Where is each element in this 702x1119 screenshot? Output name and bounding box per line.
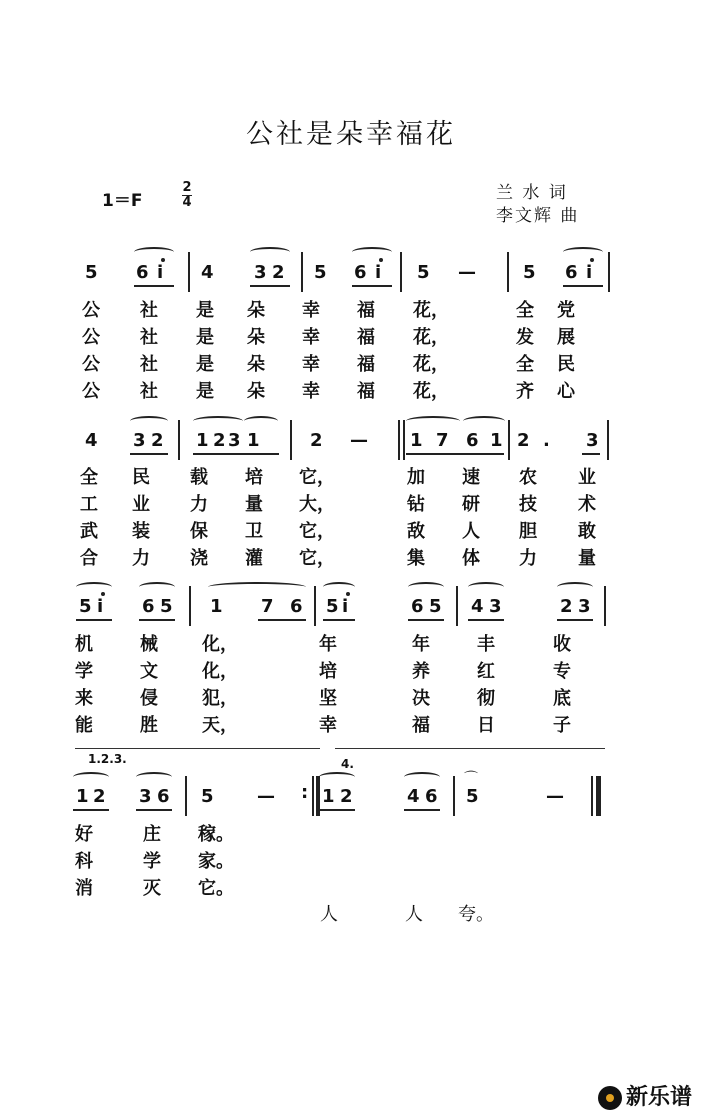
slur <box>136 772 172 782</box>
lyric: 发 <box>516 327 534 348</box>
note: 6 <box>142 596 155 617</box>
slur <box>250 247 290 257</box>
bar-line <box>403 420 405 460</box>
lyric: 夸。 <box>458 904 494 925</box>
lyric: 来 <box>75 688 93 709</box>
song-title: 公社是朵幸福花 <box>246 119 456 150</box>
beam-line <box>352 285 392 287</box>
lyric: 化， <box>202 661 238 682</box>
lyric: 年 <box>319 634 337 655</box>
lyric: 学 <box>75 661 93 682</box>
slur <box>468 582 504 592</box>
note: 2 <box>272 262 285 283</box>
lyric: 幸 <box>302 327 320 348</box>
lyric: 犯， <box>202 688 238 709</box>
note: 1 <box>76 786 89 807</box>
note: 5 <box>466 786 479 807</box>
second-ending-label: 4. <box>341 757 354 771</box>
beam-line <box>139 619 175 621</box>
lyric: 它， <box>299 521 335 542</box>
beam-line <box>76 619 112 621</box>
note: 5 <box>523 262 536 283</box>
note: 1 <box>210 596 223 617</box>
lyric: 载 <box>190 467 208 488</box>
note: 3 <box>254 262 267 283</box>
lyric: 福 <box>357 327 375 348</box>
note: 6 <box>290 596 303 617</box>
lyric: 人 <box>462 521 480 542</box>
lyric: 全 <box>516 300 534 321</box>
note: 1 <box>490 430 503 451</box>
lyric: 年 <box>412 634 430 655</box>
note: 5 <box>79 596 92 617</box>
lyric: 集 <box>407 548 425 569</box>
lyric: 社 <box>140 327 158 348</box>
lyric: 力 <box>132 548 150 569</box>
lyric: 力 <box>190 494 208 515</box>
note: 6 <box>466 430 479 451</box>
bar-line <box>290 420 292 460</box>
lyric: 钻 <box>407 494 425 515</box>
lyric: 业 <box>578 467 596 488</box>
beam-line <box>193 453 279 455</box>
lyric: 浇 <box>190 548 208 569</box>
lyric: 朵 <box>247 381 265 402</box>
lyric: 文 <box>140 661 158 682</box>
note: 5 <box>85 262 98 283</box>
note: 4 <box>471 596 484 617</box>
note: 4 <box>407 786 420 807</box>
lyric: 是 <box>196 354 214 375</box>
repeat-bar-thin <box>312 776 314 816</box>
note: 4 <box>85 430 98 451</box>
lyric: 人 <box>405 904 423 925</box>
slur <box>76 582 112 592</box>
lyric: 福 <box>357 354 375 375</box>
note: 5 <box>417 262 430 283</box>
lyric: 全 <box>516 354 534 375</box>
note: 6 <box>354 262 367 283</box>
slur <box>463 416 505 426</box>
lyric: 朵 <box>247 354 265 375</box>
lyric: 好 <box>75 824 93 845</box>
beam-line <box>582 453 600 455</box>
lyric: 民 <box>557 354 575 375</box>
lyric: 朵 <box>247 327 265 348</box>
bar-line <box>178 420 180 460</box>
lyric: 幸 <box>302 354 320 375</box>
lyric: 丰 <box>477 634 495 655</box>
lyric: 它， <box>299 467 335 488</box>
bar-line <box>301 252 303 292</box>
bar-line <box>508 420 510 460</box>
lyric: 日 <box>477 715 495 736</box>
note: 5 <box>314 262 327 283</box>
slur <box>352 247 392 257</box>
note: 6 <box>136 262 149 283</box>
note: 3 <box>228 430 241 451</box>
beam-line <box>319 809 355 811</box>
beam-line <box>408 619 444 621</box>
lyric: 彻 <box>477 688 495 709</box>
lyric: 决 <box>412 688 430 709</box>
fermata-icon: ⌒ <box>464 771 478 787</box>
dotted-note-marker: . <box>543 430 550 451</box>
note: i <box>342 596 349 617</box>
lyric: 是 <box>196 381 214 402</box>
lyric: 能 <box>75 715 93 736</box>
note: 2 <box>340 786 353 807</box>
note: 7 <box>261 596 274 617</box>
bar-line <box>456 586 458 626</box>
lyric: 花， <box>413 381 449 402</box>
note: 2 <box>560 596 573 617</box>
lyric: 心 <box>557 381 575 402</box>
first-ending-label: 1.2.3. <box>88 752 127 766</box>
slur <box>557 582 593 592</box>
lyric: 养 <box>412 661 430 682</box>
lyric: 武 <box>80 521 98 542</box>
lyric: 灭 <box>143 878 161 899</box>
bar-line <box>398 420 400 460</box>
note: 1 <box>196 430 209 451</box>
slur <box>408 582 444 592</box>
lyric: 研 <box>462 494 480 515</box>
lyric: 公 <box>82 327 100 348</box>
lyric: 公 <box>82 300 100 321</box>
repeat-sign-dots: : <box>301 782 309 803</box>
lyric: 坚 <box>319 688 337 709</box>
lyric: 庄 <box>143 824 161 845</box>
note: 3 <box>489 596 502 617</box>
lyric: 展 <box>557 327 575 348</box>
note: 5 <box>201 786 214 807</box>
lyric: 胜 <box>140 715 158 736</box>
second-ending-bracket <box>335 748 605 761</box>
note: 1 <box>410 430 423 451</box>
slur <box>139 582 175 592</box>
lyric: 体 <box>462 548 480 569</box>
slur <box>208 582 306 592</box>
note: 6 <box>411 596 424 617</box>
beam-line <box>136 809 172 811</box>
lyric: 是 <box>196 327 214 348</box>
lyric: 业 <box>132 494 150 515</box>
time-signature <box>182 181 192 210</box>
lyric: 机 <box>75 634 93 655</box>
lyric: 术 <box>578 494 596 515</box>
lyric: 红 <box>477 661 495 682</box>
music-disc-icon <box>598 1086 622 1110</box>
lyric: 天， <box>202 715 238 736</box>
lyric: 力 <box>519 548 537 569</box>
beam-line <box>557 619 593 621</box>
bar-line <box>507 252 509 292</box>
lyric: 朵 <box>247 300 265 321</box>
lyric: 科 <box>75 851 93 872</box>
beam-line <box>134 285 174 287</box>
bar-line <box>400 252 402 292</box>
time-signature-bottom: 4 <box>182 195 192 210</box>
lyric: 社 <box>140 381 158 402</box>
lyric: 收 <box>553 634 571 655</box>
note: i <box>157 262 164 283</box>
note: i <box>97 596 104 617</box>
slur <box>406 416 460 426</box>
lyric: 它。 <box>198 878 234 899</box>
lyric: 速 <box>462 467 480 488</box>
bar-line <box>189 586 191 626</box>
slur <box>404 772 440 782</box>
note: 6 <box>565 262 578 283</box>
high-octave-dot <box>161 258 165 262</box>
note: 1 <box>247 430 260 451</box>
lyric: 培 <box>245 467 263 488</box>
note: 2 <box>93 786 106 807</box>
lyric: 民 <box>132 467 150 488</box>
note: 5 <box>326 596 339 617</box>
beam-line <box>250 285 290 287</box>
lyric: 家。 <box>198 851 234 872</box>
lyric: 全 <box>80 467 98 488</box>
note: 7 <box>436 430 449 451</box>
lyric: 保 <box>190 521 208 542</box>
lyric: 福 <box>412 715 430 736</box>
lyric: 械 <box>140 634 158 655</box>
note: 2 <box>517 430 530 451</box>
note: 3 <box>586 430 599 451</box>
lyric: 加 <box>407 467 425 488</box>
lyric: 大， <box>299 494 335 515</box>
lyric: 专 <box>553 661 571 682</box>
slur <box>134 247 174 257</box>
slur <box>193 416 243 426</box>
lyric: 卫 <box>245 521 263 542</box>
lyric: 社 <box>140 300 158 321</box>
bar-line <box>453 776 455 816</box>
lyric: 党 <box>557 300 575 321</box>
note: 3 <box>133 430 146 451</box>
note: 6 <box>425 786 438 807</box>
beam-line <box>73 809 109 811</box>
lyric: 公 <box>82 381 100 402</box>
note: 2 <box>213 430 226 451</box>
beam-line <box>404 809 440 811</box>
note: 5 <box>429 596 442 617</box>
note: i <box>586 262 593 283</box>
lyric: 是 <box>196 300 214 321</box>
high-octave-dot <box>101 592 105 596</box>
slur <box>73 772 109 782</box>
key-signature: 1＝F <box>102 191 143 211</box>
lyric: 装 <box>132 521 150 542</box>
lyric: 幸 <box>302 300 320 321</box>
slur <box>563 247 603 257</box>
beam-line <box>258 619 306 621</box>
beam-line <box>563 285 603 287</box>
lyric: 花， <box>413 354 449 375</box>
note: 2 <box>151 430 164 451</box>
note: 2 <box>310 430 323 451</box>
lyric: 农 <box>519 467 537 488</box>
slur <box>130 416 168 426</box>
extension-dash: — <box>350 430 368 451</box>
lyric: 花， <box>413 327 449 348</box>
beam-line <box>323 619 355 621</box>
note: 4 <box>201 262 214 283</box>
lyric: 子 <box>553 715 571 736</box>
lyric: 工 <box>80 494 98 515</box>
lyric: 技 <box>519 494 537 515</box>
bar-line <box>185 776 187 816</box>
lyric: 胆 <box>519 521 537 542</box>
bar-line <box>608 252 610 292</box>
lyric: 化， <box>202 634 238 655</box>
watermark-text: 新乐谱 <box>625 1085 692 1110</box>
composer-credit: 李文辉 曲 <box>496 206 580 226</box>
lyric: 量 <box>245 494 263 515</box>
bar-line <box>604 586 606 626</box>
extension-dash: — <box>458 262 476 283</box>
final-bar-thick <box>596 776 601 816</box>
lyric: 它， <box>299 548 335 569</box>
watermark-logo <box>598 1080 692 1111</box>
lyric: 稼。 <box>198 824 234 845</box>
lyric: 社 <box>140 354 158 375</box>
lyric: 人 <box>320 904 338 925</box>
slur <box>323 582 355 592</box>
bar-line <box>607 420 609 460</box>
note: 5 <box>160 596 173 617</box>
lyric: 公 <box>82 354 100 375</box>
slur <box>244 416 278 426</box>
lyricist-credit: 兰 水 词 <box>496 183 568 203</box>
lyric: 合 <box>80 548 98 569</box>
slur <box>319 772 355 782</box>
lyric: 齐 <box>516 381 534 402</box>
lyric: 福 <box>357 381 375 402</box>
extension-dash: — <box>546 786 564 807</box>
lyric: 量 <box>578 548 596 569</box>
beam-line <box>468 619 504 621</box>
extension-dash: — <box>257 786 275 807</box>
time-signature-top: 2 <box>182 180 192 195</box>
final-bar-thin <box>591 776 593 816</box>
lyric: 灌 <box>245 548 263 569</box>
note: i <box>375 262 382 283</box>
high-octave-dot <box>379 258 383 262</box>
lyric: 敌 <box>407 521 425 542</box>
note: 6 <box>157 786 170 807</box>
note: 3 <box>139 786 152 807</box>
lyric: 学 <box>143 851 161 872</box>
beam-line <box>406 453 504 455</box>
lyric: 侵 <box>140 688 158 709</box>
note: 3 <box>578 596 591 617</box>
bar-line <box>188 252 190 292</box>
lyric: 福 <box>357 300 375 321</box>
lyric: 消 <box>75 878 93 899</box>
high-octave-dot <box>346 592 350 596</box>
note: 1 <box>322 786 335 807</box>
beam-line <box>130 453 168 455</box>
lyric: 敢 <box>578 521 596 542</box>
high-octave-dot <box>590 258 594 262</box>
lyric: 幸 <box>302 381 320 402</box>
bar-line <box>314 586 316 626</box>
lyric: 花， <box>413 300 449 321</box>
lyric: 培 <box>319 661 337 682</box>
lyric: 幸 <box>319 715 337 736</box>
lyric: 底 <box>553 688 571 709</box>
